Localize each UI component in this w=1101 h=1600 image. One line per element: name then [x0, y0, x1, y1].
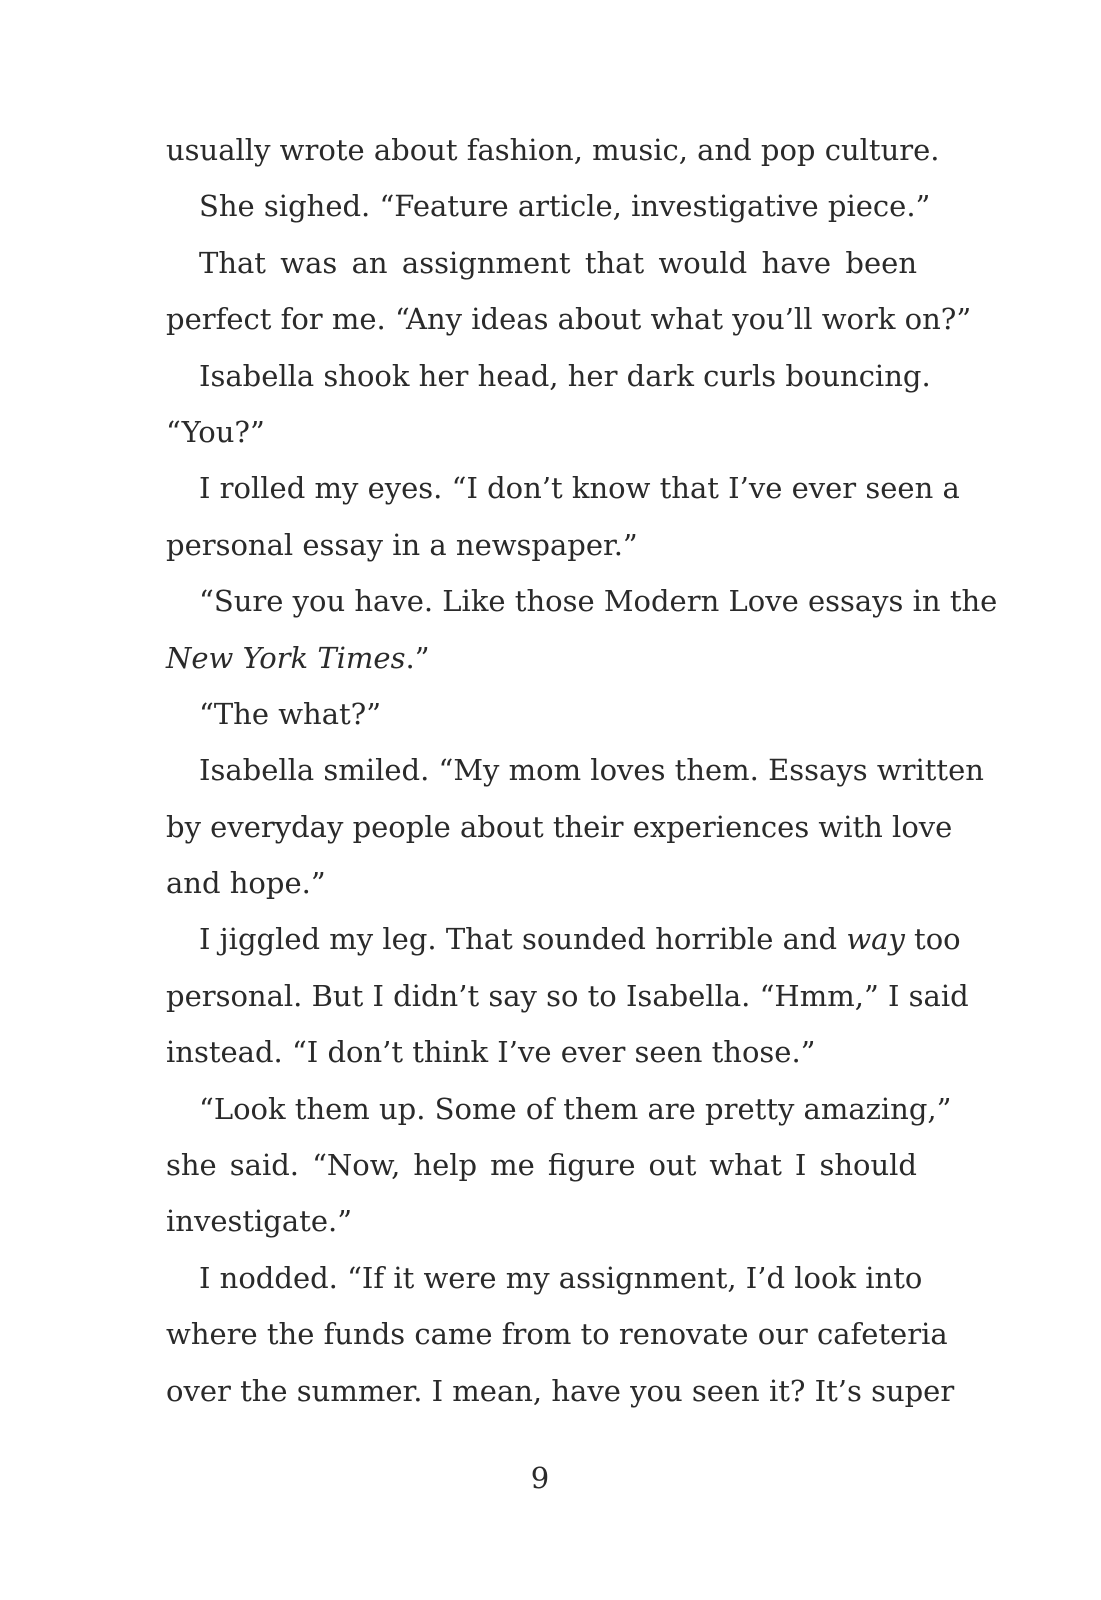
text-line — [166, 517, 917, 573]
text-line-content: perfect for me. “Any ideas about what you’ll work on?” — [166, 302, 972, 337]
text-line-content: she said. “Now, help me figure out what I should — [166, 1148, 917, 1183]
text-line-content: “Sure you have. Like those Modern Love essays in the — [199, 584, 998, 619]
text-line — [166, 178, 931, 234]
text-line-content: instead. “I don’t think I’ve ever seen those.” — [166, 1035, 816, 1070]
text-line — [166, 291, 972, 347]
text-line-content: where the funds came from to renovate our cafeteria — [166, 1317, 948, 1352]
text-line-content: I nodded. “If it were my assignment, I’d look into — [199, 1260, 923, 1295]
text-line-tail: too — [904, 922, 961, 957]
text-line — [166, 686, 917, 742]
text-line-content: investigate.” — [166, 1204, 353, 1239]
text-line-content: I jiggled my leg. That sounded horrible and — [199, 922, 847, 957]
italic-text: way — [846, 922, 905, 957]
body-text — [166, 122, 998, 1419]
text-line — [166, 911, 961, 967]
text-line — [166, 460, 960, 516]
text-line — [166, 235, 917, 291]
text-line — [166, 799, 953, 855]
text-line — [166, 348, 931, 404]
text-line-content: “Look them up. Some of them are pretty amazing,” — [199, 1091, 952, 1126]
text-line-content: Isabella shook her head, her dark curls bouncing. — [199, 358, 931, 393]
text-line — [166, 573, 998, 629]
text-line-content: by everyday people about their experiences with love — [166, 809, 953, 844]
text-line-content: That was an assignment that would have been — [199, 245, 917, 280]
text-line-tail: .” — [405, 640, 430, 675]
text-line-content: personal. But I didn’t say so to Isabella. “Hmm,” I said — [166, 978, 969, 1013]
text-line-content: usually wrote about fashion, music, and pop culture. — [166, 133, 940, 167]
text-line — [166, 855, 917, 911]
text-line — [166, 1363, 955, 1419]
text-line-content: over the summer. I mean, have you seen it? It’s super — [166, 1373, 955, 1408]
text-line — [166, 122, 940, 178]
page-number: 9 — [530, 1461, 550, 1495]
text-line — [166, 1081, 952, 1137]
text-line-content: She sighed. “Feature article, investigative piece.” — [199, 189, 931, 224]
text-line — [166, 630, 917, 686]
text-line-content: “You?” — [166, 414, 265, 449]
text-line-content: personal essay in a newspaper.” — [166, 527, 638, 562]
text-line — [166, 1137, 917, 1193]
text-line-content: and hope.” — [166, 866, 326, 901]
text-line — [166, 742, 984, 798]
text-line — [166, 1193, 917, 1249]
text-line-content: “The what?” — [199, 696, 382, 731]
text-line — [166, 1024, 917, 1080]
text-line — [166, 404, 917, 460]
text-line — [166, 968, 969, 1024]
text-line-content: Isabella smiled. “My mom loves them. Essays written — [199, 753, 984, 788]
italic-text: New York Times — [166, 640, 406, 675]
text-line-content: I rolled my eyes. “I don’t know that I’ve ever seen a — [199, 471, 960, 506]
text-line — [166, 1306, 948, 1362]
text-line — [166, 1250, 923, 1306]
